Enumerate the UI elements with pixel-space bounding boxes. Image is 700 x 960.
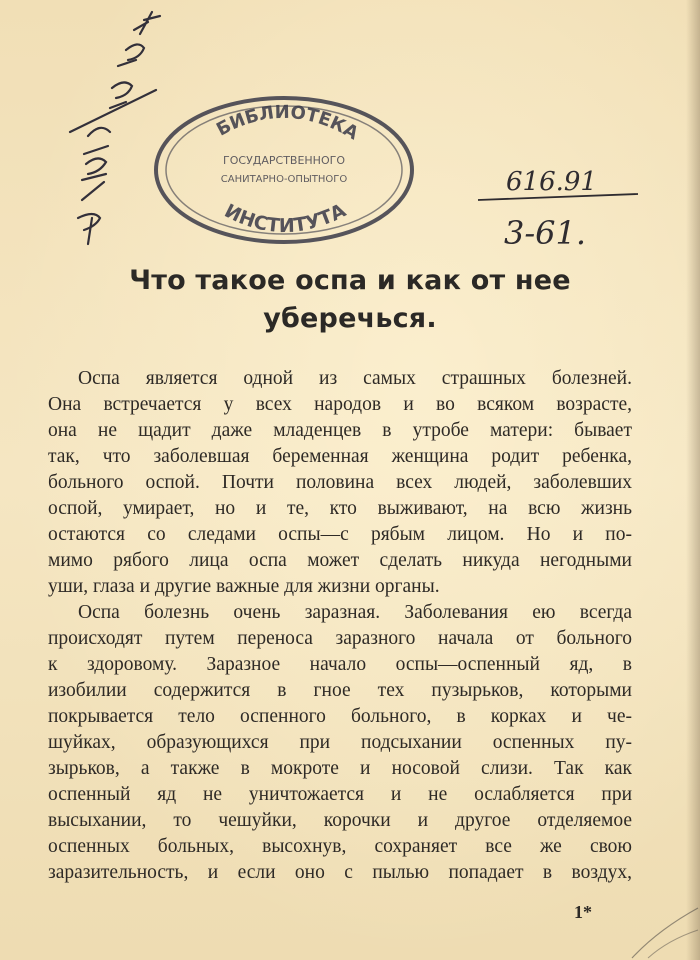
- text-line: высыхании, то чешуйки, корочки и другое отделяемое: [48, 810, 632, 831]
- stamp-line-1: ГОСУДАРСТВЕННОГО: [223, 154, 345, 167]
- classmark-line-2: 3-61.: [504, 214, 587, 252]
- classmark-line-1: 616.91: [506, 167, 597, 197]
- text-line: оспенных больных, высохнув, сохраняет все же свою: [48, 836, 632, 857]
- text-line: уши, глаза и другие важные для жизни органы.: [48, 576, 440, 597]
- text-line: мимо рябого лица оспа может сделать никуда негодными: [48, 550, 632, 571]
- text-line: оспой, умирает, но и те, кто выживают, на всю жизнь: [48, 498, 632, 519]
- text-line: она не щадит даже младенцев в утробе матери: бывает: [48, 420, 632, 441]
- text-line: остаются со следами оспы—с рябым лицом. Но и по-: [48, 524, 632, 545]
- body-text: [48, 366, 632, 886]
- text-line: Оспа является одной из самых страшных болезней.: [78, 368, 632, 389]
- stamp-bottom-text: ИНСТИТУТА: [220, 199, 350, 238]
- text-line: Она встречается у всех народов и во всяком возрасте,: [48, 394, 632, 415]
- stamp-line-2: САНИТАРНО-ОПЫТНОГО: [220, 174, 348, 185]
- text-line: больного оспой. Почти половина всех людей, заболевших: [48, 472, 632, 493]
- text-line: изобилии содержится в гное тех пузырьков, которыми: [48, 680, 632, 701]
- text-line: так, что заболевшая беременная женщина родит ребенка,: [48, 446, 632, 467]
- text-line: покрывается тело оспенного больного, в корках и че-: [48, 706, 632, 727]
- svg-text:ИНСТИТУТА: [221, 199, 350, 237]
- page-edge-shadow: [686, 0, 700, 960]
- paragraph-1: [48, 366, 632, 600]
- article-title: [60, 262, 640, 338]
- library-stamp: [150, 88, 418, 248]
- page-number: 1*: [574, 902, 592, 922]
- title-line-1: Что такое оспа и как от нее: [129, 265, 571, 296]
- handwritten-classmark: [470, 150, 650, 255]
- svg-text:БИБЛИОТЕКА: [213, 102, 362, 144]
- text-line: оспенный яд не уничтожается и не ослабляется при: [48, 784, 632, 805]
- stamp-top-text: БИБЛИОТЕКА: [213, 101, 362, 145]
- text-line: заразительность, и если оно с пылью попадает в воздух,: [48, 862, 632, 883]
- text-line: к здоровому. Заразное начало оспы—оспенный яд, в: [48, 654, 632, 675]
- vertical-note-text: 13/7 /б. 1634: [48, 4, 54, 5]
- corner-pencil-mark: [628, 900, 700, 960]
- text-line: Оспа болезнь очень заразная. Заболевания ею всегда: [78, 602, 632, 623]
- text-line: зырьков, а также в мокроте и носовой слизи. Так как: [48, 758, 632, 779]
- text-line: происходят путем переноса заразного начала от больного: [48, 628, 632, 649]
- title-line-2: уберечься.: [263, 303, 437, 334]
- paragraph-2: [48, 600, 632, 886]
- text-line: шуйках, образующихся при подсыхании оспенных пу-: [48, 732, 632, 753]
